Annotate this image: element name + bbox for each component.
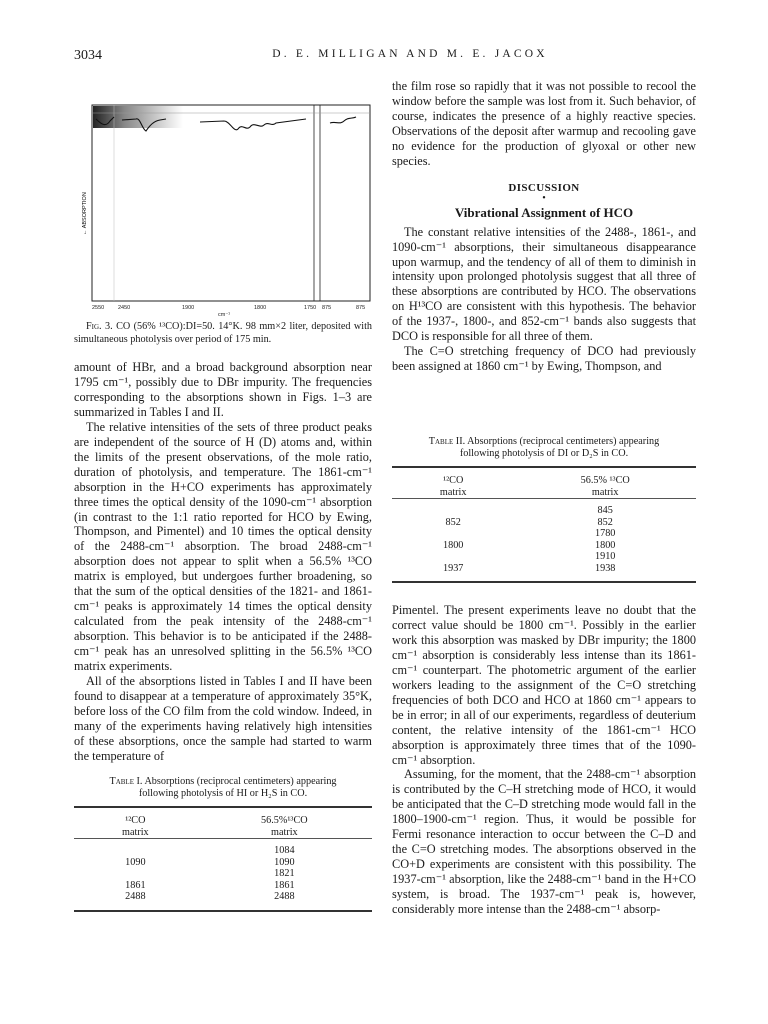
table-1-label: Table I.: [109, 776, 143, 787]
figure-caption: [74, 321, 372, 346]
paragraph: the film rose so rapidly that it was not possible to recool the window before the sample was lost from it. Such behavior, of course, indicates the presence of a highly reactive species. Observations of the deposit after warmup and recooling gave no evidence for the production of glyoxal or other new species.: [392, 79, 696, 168]
right-column-text-lower: [392, 603, 696, 917]
paragraph: The relative intensities of the sets of three product peaks are independent of the source of H (D) atoms and, within the limits of the present observations, of the mole ratio, duration of photolysis, and temperature. The 1861-cm⁻¹ absorption in the H+CO experiments has approximately three times the optical density of the 1090-cm⁻¹ absorption (in contrast to the 1:1 ratio reported for HCO by Ewing, Thompson, and Pimentel) and 10 times the optical density of the 2488-cm⁻¹ absorption. The broad 2488-cm⁻¹ absorption does not appear to split when a 56.5% ¹³CO matrix is employed, but undergoes further broadening, so that the sum of the optical densities of the 1821- and 1861-cm⁻¹ peaks is approximately 14 times the optical density calculated from the peak intensity of the 2488-cm⁻¹ absorption. This behavior is to be anticipated if the 2488-cm⁻¹ peak has an unresolved splitting in the 56.5% ¹³CO matrix experiments.: [74, 419, 372, 674]
paragraph: The constant relative intensities of the 2488-, 1861-, and 1090-cm⁻¹ absorptions, their simultaneous disappearance upon warmup, and the tendency of all of them to diminish in intensity upon prolonged photolysis suggest that all three of these absorptions are contributed by HCO. The observations on H¹³CO are consistent with this hypothesis. The behavior of the 1937-, 1800-, and 852-cm⁻¹ bands also suggests that DCO is responsible for all three of them.: [392, 224, 696, 344]
paragraph: All of the absorptions listed in Tables I and II have been found to disappear at a temperature of approximately 35°K, before loss of the CO film from the cold window. Indeed, in many of the experiments having relatively high intensities of these absorptions, once the sample had started to warm the temperature of: [74, 674, 372, 763]
table-column: 852 1800 1937: [443, 516, 464, 574]
table-column: 845 852 1780 1800 1910 1938: [595, 505, 616, 574]
page-number: 3034: [74, 48, 102, 63]
running-head: D. E. MILLIGAN AND M. E. JACOX: [272, 48, 548, 60]
section-heading: DISCUSSION: [508, 181, 580, 194]
table-2-grid: [392, 466, 696, 583]
right-column-text: [392, 79, 696, 374]
paragraph: The C=O stretching frequency of DCO had previously been assigned at 1860 cm⁻¹ by Ewing, Thompson, and: [392, 344, 696, 374]
x-ticks: [92, 305, 365, 317]
x-tick-label: 2550: [92, 305, 105, 311]
x-axis-unit: cm⁻¹: [218, 312, 231, 317]
trace-segment-4: [330, 117, 356, 123]
paragraph: Assuming, for the moment, that the 2488-cm⁻¹ absorption is contributed by the C–H stretching mode of HCO, it would be anticipated that the C–D stretching mode would fall in the 1800–1900-cm⁻¹ region. Thus, it would be possible for Fermi resonance interaction to occur between the C–D and the C=O stretching modes. The absorptions observed in the CO+D experiments are consistent with this possibility. The 1937-cm⁻¹ absorption, like the 2488-cm⁻¹ band in the H+CO system, is broad. The 1937-cm⁻¹ peak is, however, considerably more intense than the 2488-cm⁻¹ absorp-: [392, 767, 696, 917]
figure-caption-label: Fig. 3.: [86, 321, 113, 332]
table-header: 56.5% ¹³CO matrix: [580, 475, 630, 498]
plot-frame: [92, 105, 370, 301]
trace-segment-3: [200, 119, 306, 130]
table-header: 56.5%¹³CO matrix: [261, 815, 308, 838]
paragraph: amount of HBr, and a broad background absorption near 1795 cm⁻¹, possibly due to DBr impurity. The frequencies corresponding to the absorptions shown in Figs. 1–3 are summarized in Tables I and II.: [74, 360, 372, 419]
table-1-title: Table I. Absorptions (reciprocal centimeters) appearing following photolysis of HI or H₂S in CO.: [109, 776, 337, 799]
page-header: [0, 48, 768, 68]
left-column-text: [74, 360, 372, 764]
table-2-title: Table II. Absorptions (reciprocal centimeters) appearing following photolysis of DI or D₂S in CO.: [428, 436, 660, 459]
paragraph: Pimentel. The present experiments leave no doubt that the correct value should be 1800 cm⁻¹. Possibly in the earlier work this absorption was masked by DBr impurity; the 1800 cm⁻¹ absorption is considerably less intense than its 1861-cm⁻¹ counterpart. The photometric argument of the earlier workers leading to the assignment of the C=O stretching frequencies of both DCO and HCO at 1860 cm⁻¹ appears to be in error; in all of our experiments, regardless of deuterium content, the relative intensity of the 1861-cm⁻¹ HCO absorption is approximately three times that of the 1090-cm⁻¹ absorption.: [392, 603, 696, 767]
x-tick-label: 2450: [118, 305, 131, 311]
figure-caption-text: CO (56% ¹³CO):DI=50. 14°K. 98 mm×2 liter, deposited with simultaneous photolysis over period of 175 min.: [74, 321, 372, 345]
table-1: [74, 776, 372, 912]
x-tick-label: 1800: [254, 305, 267, 311]
spectrum-plot: [74, 95, 372, 317]
table-2-label: Table II.: [428, 436, 466, 447]
table-column: 1090 1861 2488: [125, 856, 146, 902]
table-header: ¹²CO matrix: [122, 815, 149, 838]
heading-ornament: •: [542, 192, 546, 204]
table-1-grid: [74, 806, 372, 912]
subsection-heading: Vibrational Assignment of HCO: [454, 204, 634, 220]
x-tick-label: 1750: [304, 305, 317, 311]
x-tick-label: 875: [356, 305, 366, 311]
figure-3: [74, 95, 372, 346]
table-2: [392, 436, 696, 583]
table-header: ¹²CO matrix: [439, 475, 467, 498]
table-column: 1084 1090 1821 1861 2488: [274, 845, 295, 902]
x-tick-label: 875: [322, 305, 332, 311]
y-axis-label: ← ABSORPTION: [82, 192, 88, 235]
x-tick-label: 1900: [182, 305, 195, 311]
